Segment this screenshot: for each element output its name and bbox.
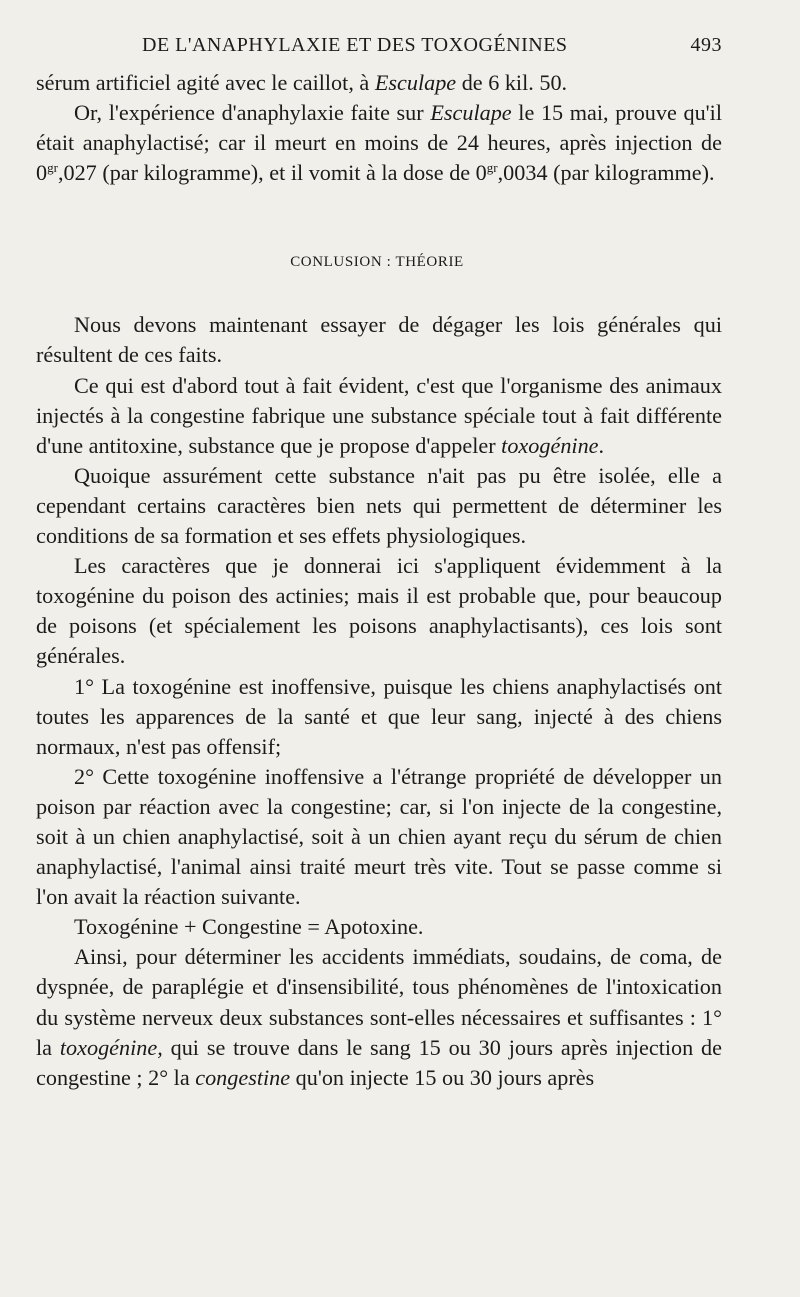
name-esculape: Esculape	[374, 70, 457, 95]
running-title: DE L'ANAPHYLAXIE ET DES TOXOGÉNINES	[142, 34, 568, 56]
paragraph: Nous devons maintenant essayer de dégager les lois générales qui résultent de ces faits.	[36, 312, 722, 368]
page-header	[36, 32, 722, 62]
term-toxogenine: toxogénine,	[59, 1034, 163, 1060]
name-esculape: Esculape	[430, 100, 512, 126]
paragraph-continued: sérum artificiel agité avec le caillot, à Esculape de 6 kil. 50.	[36, 70, 568, 95]
paragraph: 2° Cette toxogénine inoffensive a l'étrange propriété de développer un poison par réaction avec la congestine; car, si l'on injecte de la congestine, soit à un chien anaphylactisé, soit à un chien ayant reçu du sérum de chien anaphylactisé, l'animal ainsi traité meurt très vite. Tout se passe comme si l'on avait la réaction suivante.	[36, 763, 722, 910]
term-toxogenine: toxogénine	[501, 432, 599, 458]
term-congestine: congestine	[195, 1064, 291, 1090]
equation: Toxogénine + Congestine = Apotoxine.	[74, 914, 424, 940]
text-body	[36, 68, 722, 1093]
paragraph: Ce qui est d'abord tout à fait évident, c'est que l'organisme des animaux injectés à la congestine fabrique une substance spéciale tout à fait différente d'une antitoxine, substance que je propose d'appeler toxogénine.	[36, 372, 722, 458]
paragraph: 1° La toxogénine est inoffensive, puisque les chiens anaphylactisés ont toutes les apparences de la santé et que leur sang, injecté à des chiens normaux, n'est pas offensif;	[36, 673, 722, 759]
paragraph: Ainsi, pour déterminer les accidents immédiats, soudains, de coma, de dyspnée, de paraplégie et d'insensibilité, tous phénomènes de l'intoxication du système nerveux deux substances sont-elles nécessaires et suffisantes : 1° la toxogénine, qui se trouve dans le sang 15 ou 30 jours après injection de congestine ; 2° la congestine qu'on injecte 15 ou 30 jours après	[36, 944, 723, 1090]
section-heading: CONLUSION : THÉORIE	[290, 254, 464, 271]
paragraph: Quoique assurément cette substance n'ait pas pu être isolée, elle a cependant certains caractères bien nets qui permettent de déterminer les conditions de sa formation et ses effets physiologiques.	[36, 462, 722, 549]
paragraph: Les caractères que je donnerai ici s'appliquent évidemment à la toxogénine du poison des actinies; mais il est probable que, pour beaucoup de poisons (et spécialement les poisons anaphylactisants), ces lois sont générales.	[36, 553, 722, 669]
page-number: 493	[690, 34, 722, 56]
paragraph: Or, l'expérience d'anaphylaxie faite sur Esculape le 15 mai, prouve qu'il était anaphylactisé; car il meurt en moins de 24 heures, après injection de $0^{gr},027$ (par kilogramme), et il vomit à la dose de $0^{gr},0034$ (par kilogramme).	[36, 100, 722, 186]
